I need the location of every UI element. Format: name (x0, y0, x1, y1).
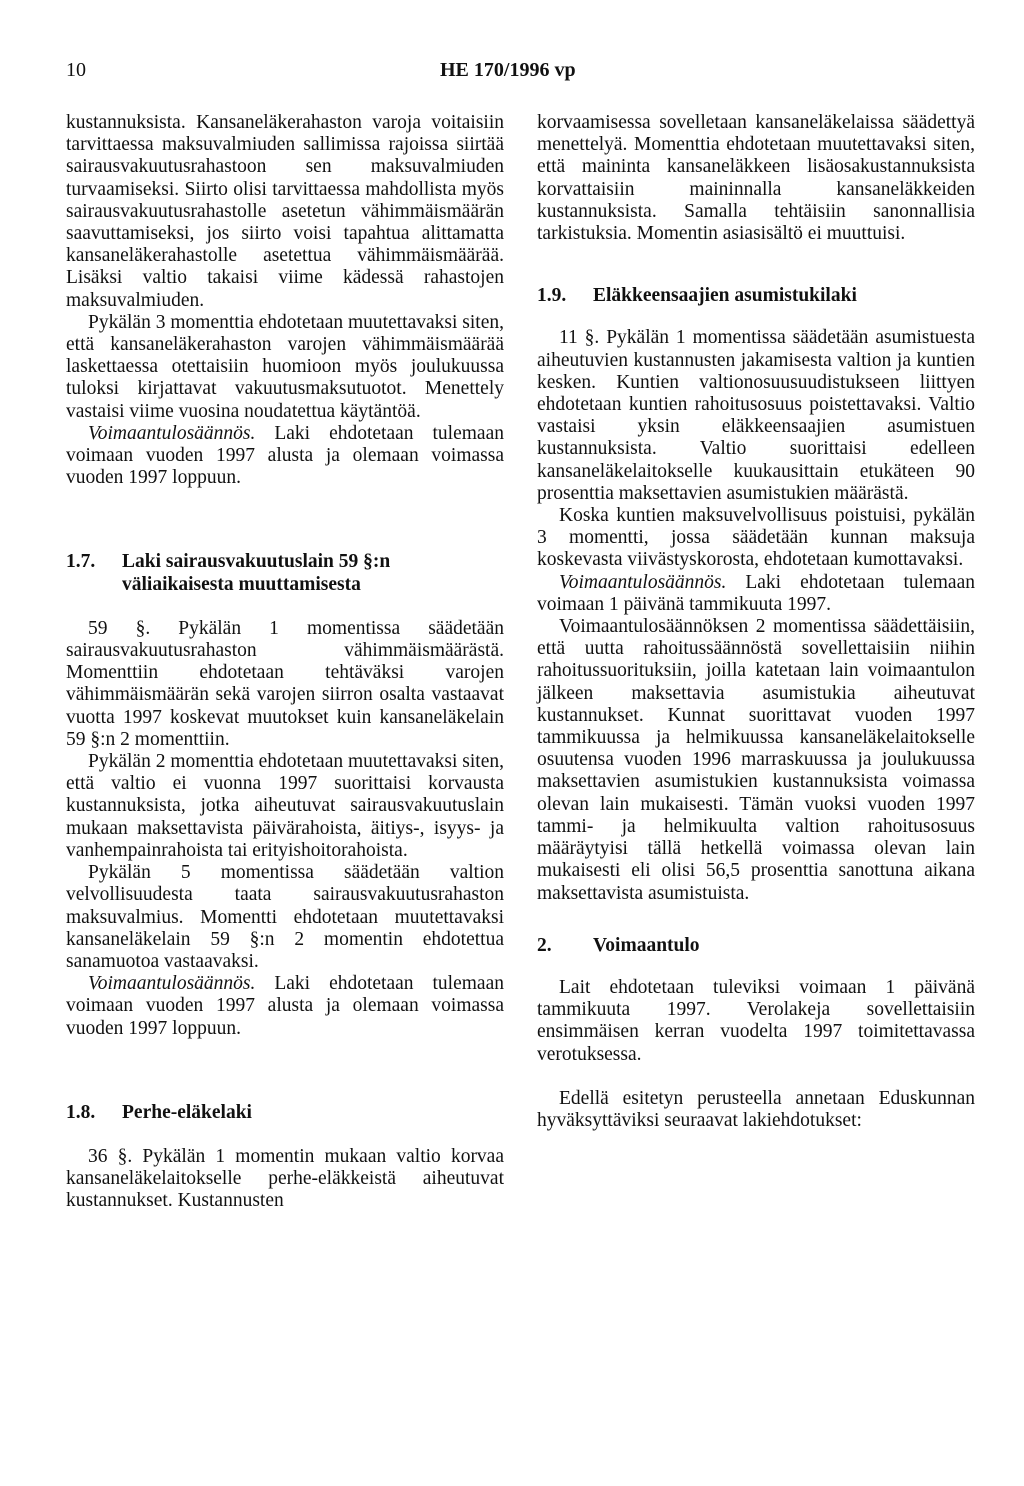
section-title: Voimaantulo (593, 934, 700, 956)
paragraph: Koska kuntien maksuvelvollisuus poistuisi, pykälän 3 momentti, jossa säädetään kunnan maksuja koskevasta viivästyskorosta, ehdotetaan kumottavaksi. (537, 505, 975, 571)
left-column (66, 112, 504, 1213)
paragraph: Pykälän 3 momenttia ehdotetaan muutettavaksi siten, että kansaneläkerahaston varojen vähimmäismäärää laskettaessa otettaisiin huomioon myös joulukuussa tuloksi kirjattavat vakuutusmaksutuotot. Menettely vastaisi viime vuosina noudatettua käytäntöä. (66, 311, 504, 422)
paragraph: Pykälän 5 momentissa säädetään valtion velvollisuudesta taata sairausvakuutusrahaston maksuvalmius. Momentti ehdotetaan muutettavaksi kansaneläkelain 59 §:n 2 momentin ehdotettua sanamuotoa vastaavaksi. (66, 862, 504, 972)
paragraph (66, 973, 504, 1040)
paragraph-lead: Voimaantulosäännös. (88, 973, 256, 995)
section-number: 1.9. (537, 285, 567, 307)
paragraph: 59 §. Pykälän 1 momentissa säädetään sairausvakuutusrahaston vähimmäismäärästä. Momenttiin ehdotetaan tehtäväksi varojen vähimmäismäärän sekä varojen siirron osalta vastaavat vuotta 1997 koskevat muutokset kuin kansaneläkelain 59 §:n 2 momenttiin. (66, 617, 504, 750)
section-title: Eläkkeensaajien asumistukilaki (593, 285, 857, 307)
section-number: 1.7. (66, 551, 96, 573)
page-number: 10 (66, 59, 86, 81)
paragraph: 36 §. Pykälän 1 momentin mukaan valtio korvaa kansaneläkelaitokselle perhe-eläkkeistä aiheutuvat kustannukset. Kustannusten (66, 1145, 504, 1212)
paragraph (66, 423, 504, 490)
section-title: Perhe-eläkelaki (122, 1101, 252, 1123)
paragraph-text: Laki ehdotetaan tulemaan voimaan 1 päivänä tammikuuta 1997. (537, 571, 975, 615)
paragraph: korvaamisessa sovelletaan kansaneläkelaissa säädettyä menettelyä. Momenttia ehdotetaan muutettavaksi siten, että maininta kansaneläkkeen lisäosakustannuksista korvattaisiin maininnalla kansaneläkkeiden kustannuksista. Samalla tehtäisiin sanonnallisia tarkistuksia. Momentin asiasisältö ei muuttuisi. (537, 112, 975, 245)
running-header: HE 170/1996 vp (440, 59, 576, 81)
paragraph: 11 §. Pykälän 1 momentissa säädetään asumistuesta aiheutuvien kustannusten jakamisesta valtion ja kuntien kesken. Kuntien valtionosuusuudistukseen liittyen ehdotetaan kuntien rahoitusosuus poistettavaksi. Valtio vastaisi yksin eläkkeensaajien asumistuen kustannuksista. Valtio suorittaisi edelleen kansaneläkelaitokselle kuukausittain etukäteen 90 prosenttia maksettavien asumistukien määrästä. (537, 327, 975, 504)
paragraph-lead: Voimaantulosäännös. (559, 571, 727, 593)
paragraph: Edellä esitetyn perusteella annetaan Eduskunnan hyväksyttäviksi seuraavat lakiehdotukset: (537, 1087, 975, 1131)
paragraph: Pykälän 2 momenttia ehdotetaan muutettavaksi siten, että valtio ei vuonna 1997 suorittaisi korvausta kustannuksista, jotka aiheutuvat sairausvakuutuslain mukaan maksettavista päivärahoista, äitiys-, isyys- ja vanhempainrahoista tai erityishoitorahoista. (66, 751, 504, 861)
paragraph-text: Laki ehdotetaan tulemaan voimaan vuoden 1997 alusta ja olemaan voimassa vuoden 1997 loppuun. (66, 973, 504, 1039)
section-number: 2. (537, 934, 552, 956)
paragraph (537, 572, 975, 616)
paragraph: kustannuksista. Kansaneläkerahaston varoja voitaisiin tarvittaessa maksuvalmiuden sallimissa rajoissa siirtää sairausvakuutusrahastoon sen maksuvalmiuden turvaamiseksi. Siirto olisi tarvittaessa mahdollista myös sairausvakuutusrahastolle asetetun vähimmäismäärän saavuttamiseksi, jos siirto voisi tapahtua alittamatta kansaneläkerahastolle asetettua vähimmäismäärää. Lisäksi valtio takaisi viime kädessä rahastojen maksuvalmiuden. (66, 112, 504, 311)
section-heading (66, 1102, 504, 1124)
paragraph-lead: Voimaantulosäännös. (88, 422, 256, 444)
section-heading (537, 935, 975, 957)
section-heading (66, 551, 504, 595)
section-heading (537, 285, 975, 307)
paragraph-text: Laki ehdotetaan tulemaan voimaan vuoden 1997 alusta ja olemaan voimassa vuoden 1997 loppuun. (66, 422, 504, 489)
paragraph: Lait ehdotetaan tuleviksi voimaan 1 päivänä tammikuuta 1997. Verolakeja sovellettaisiin ensimmäisen kerran vuodelta 1997 toimitettavassa verotuksessa. (537, 976, 975, 1065)
paragraph: Voimaantulosäännöksen 2 momentissa säädettäisiin, että uutta rahoitussäännöstä sovellettaisiin niihin rahoitussuorituksiin, joilla katetaan lain voimaantulon jälkeen maksettavia asumistukia aiheutuvat kustannukset. Kunnat suorittavat vuoden 1997 tammikuussa ja helmikuussa kansaneläkelaitokselle osuutensa vuoden 1996 marraskuussa ja joulukuussa maksettavien asumistukien kustannuksista voimassa olevan lain mukaisesti. Tämän vuoksi vuoden 1997 tammi- ja helmikuulta valtion rahoitusosuus määräytyisi tällä hetkellä voimassa olevan lain mukaisesti eli olisi 56,5 prosenttia sanottuna aikana maksettavista asumistuista. (537, 616, 975, 904)
section-number: 1.8. (66, 1101, 96, 1123)
right-column (537, 112, 975, 1132)
section-title: Laki sairausvakuutuslain 59 §:n väliaikaisesta muuttamisesta (122, 551, 391, 595)
